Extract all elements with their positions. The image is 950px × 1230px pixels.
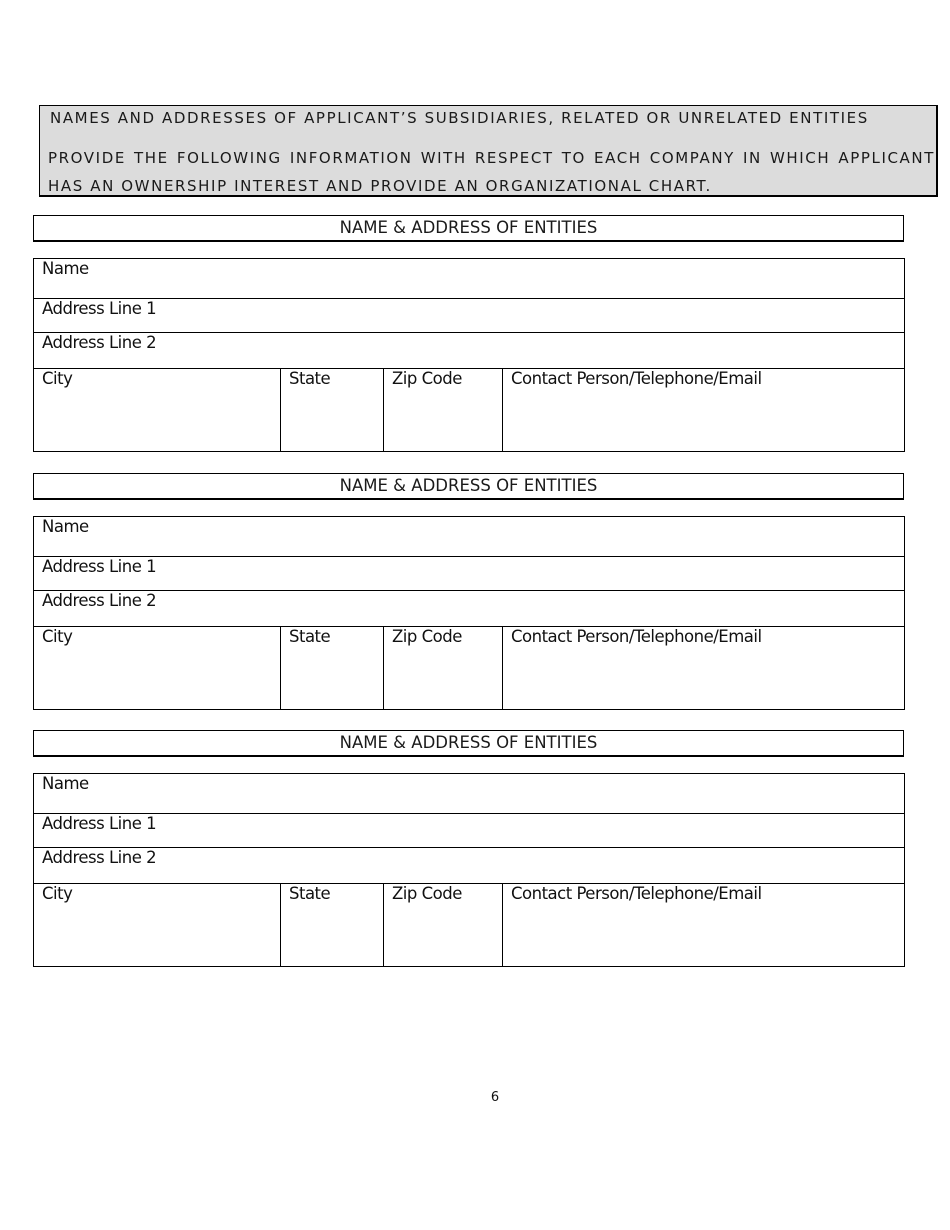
entity-banner-2: NAME & ADDRESS OF ENTITIES	[33, 473, 904, 500]
address-line-2-field[interactable]	[34, 333, 904, 369]
entity-form-3	[33, 773, 905, 967]
section-heading: NAMES AND ADDRESSES OF APPLICANT’S SUBSIDIARIES, RELATED OR UNRELATED ENTITIES	[50, 109, 869, 127]
name-field[interactable]	[34, 517, 904, 557]
zip-code-label: Zip Code	[392, 627, 462, 646]
address-line-2-label: Address Line 2	[42, 333, 157, 352]
address-line-1-label: Address Line 1	[42, 814, 157, 833]
contact-label: Contact Person/Telephone/Email	[511, 369, 762, 388]
name-field[interactable]	[34, 259, 904, 299]
state-label: State	[289, 369, 331, 388]
name-label: Name	[42, 774, 89, 793]
address-line-2-label: Address Line 2	[42, 848, 157, 867]
address-line-1-label: Address Line 1	[42, 299, 157, 318]
zip-code-field[interactable]	[384, 884, 503, 966]
entity-banner-3: NAME & ADDRESS OF ENTITIES	[33, 730, 904, 757]
contact-label: Contact Person/Telephone/Email	[511, 884, 762, 903]
city-label: City	[42, 369, 73, 388]
city-label: City	[42, 884, 73, 903]
state-label: State	[289, 627, 331, 646]
zip-code-field[interactable]	[384, 369, 503, 451]
state-field[interactable]	[281, 627, 384, 709]
zip-code-label: Zip Code	[392, 369, 462, 388]
city-field[interactable]	[34, 884, 281, 966]
city-field[interactable]	[34, 627, 281, 709]
entity-form-2	[33, 516, 905, 710]
section-instructions: PROVIDE THE FOLLOWING INFORMATION WITH RESPECT TO EACH COMPANY IN WHICH APPLICANT HAS AN OWNERSHIP INTEREST AND PROVIDE AN ORGANIZATIONAL CHART.	[48, 149, 935, 195]
address-line-2-field[interactable]	[34, 848, 904, 884]
location-contact-row	[34, 369, 904, 451]
city-label: City	[42, 627, 73, 646]
address-line-1-label: Address Line 1	[42, 557, 157, 576]
state-label: State	[289, 884, 331, 903]
address-line-1-field[interactable]	[34, 557, 904, 591]
zip-code-field[interactable]	[384, 627, 503, 709]
entity-form-1	[33, 258, 905, 452]
contact-field[interactable]	[503, 884, 904, 966]
city-field[interactable]	[34, 369, 281, 451]
name-field[interactable]	[34, 774, 904, 814]
address-line-1-field[interactable]	[34, 814, 904, 848]
instructions-box	[39, 105, 938, 197]
page-number: 6	[490, 1090, 500, 1105]
contact-field[interactable]	[503, 369, 904, 451]
address-line-1-field[interactable]	[34, 299, 904, 333]
entity-banner-1: NAME & ADDRESS OF ENTITIES	[33, 215, 904, 242]
state-field[interactable]	[281, 369, 384, 451]
location-contact-row	[34, 884, 904, 966]
state-field[interactable]	[281, 884, 384, 966]
name-label: Name	[42, 517, 89, 536]
contact-field[interactable]	[503, 627, 904, 709]
name-label: Name	[42, 259, 89, 278]
zip-code-label: Zip Code	[392, 884, 462, 903]
location-contact-row	[34, 627, 904, 709]
address-line-2-label: Address Line 2	[42, 591, 157, 610]
contact-label: Contact Person/Telephone/Email	[511, 627, 762, 646]
address-line-2-field[interactable]	[34, 591, 904, 627]
